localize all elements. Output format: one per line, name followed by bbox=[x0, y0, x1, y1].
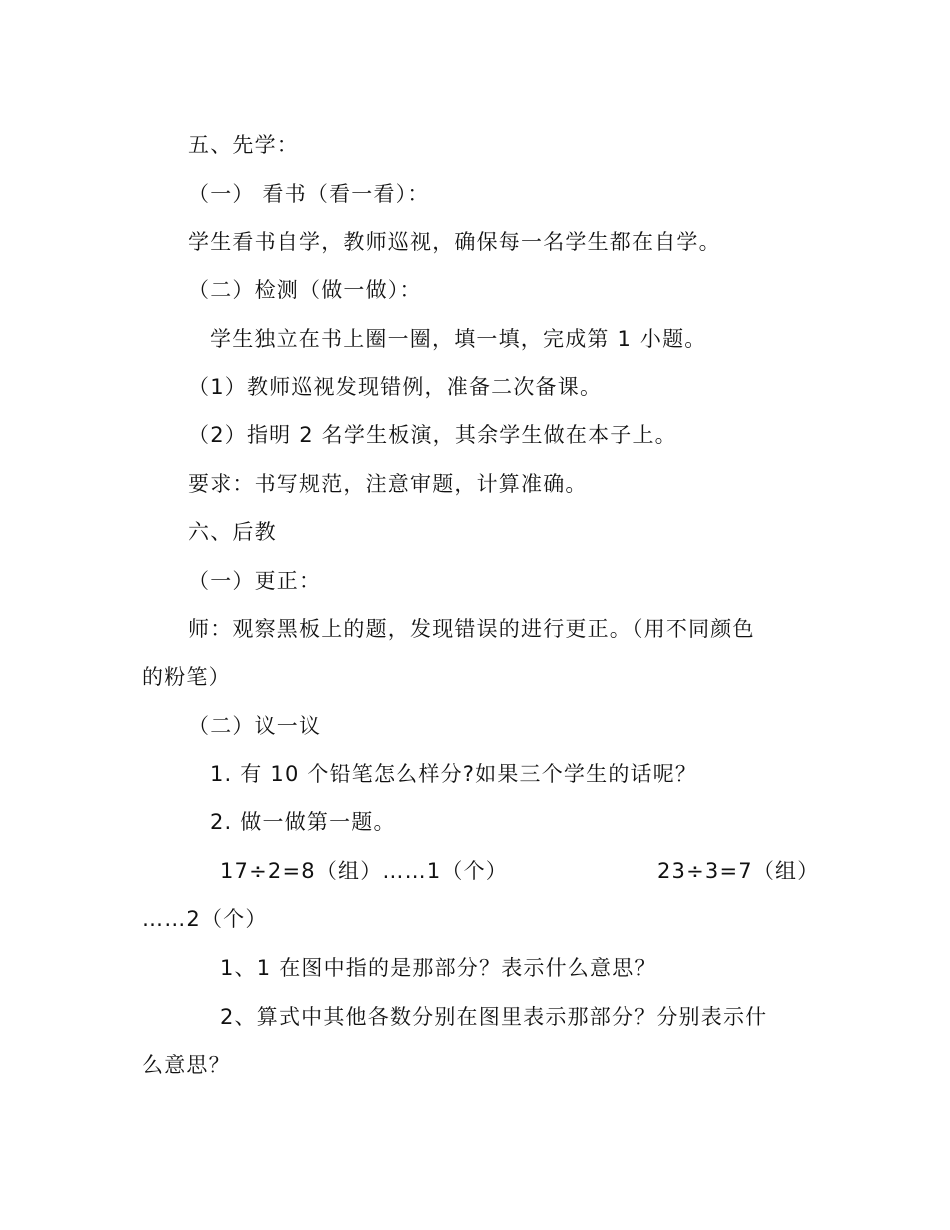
question-1: 1. 有 10 个铅笔怎么样分?如果三个学生的话呢？ bbox=[210, 762, 698, 786]
paragraph-requirements: 要求：书写规范，注意审题，计算准确。 bbox=[188, 472, 588, 496]
equation-1: 17÷2=8（组）……1（个） bbox=[220, 859, 508, 883]
list-item-1: （1）教师巡视发现错例，准备二次备课。 bbox=[188, 375, 603, 399]
equation-2: 23÷3=7（组） bbox=[657, 859, 820, 883]
paragraph-self-study: 学生看书自学，教师巡视，确保每一名学生都在自学。 bbox=[188, 230, 721, 254]
equation-2-continued: ……2（个） bbox=[142, 907, 268, 931]
subheading-read-book: （一） 看书（看一看）： bbox=[188, 182, 430, 206]
subheading-correction: （一）更正： bbox=[188, 569, 322, 593]
list-item-2: （2）指明 2 名学生板演，其余学生做在本子上。 bbox=[188, 423, 677, 447]
paragraph-independent-work: 学生独立在书上圈一圈，填一填，完成第 1 小题。 bbox=[210, 327, 707, 351]
discussion-question-1: 1、1 在图中指的是那部分？表示什么意思？ bbox=[220, 956, 657, 980]
question-2: 2. 做一做第一题。 bbox=[210, 810, 396, 834]
discussion-question-2-continued: 么意思？ bbox=[142, 1053, 231, 1077]
subheading-discuss: （二）议一议 bbox=[188, 714, 322, 738]
subheading-check: （二）检测（做一做）： bbox=[188, 278, 422, 302]
heading-six-teach: 六、后教 bbox=[188, 520, 277, 544]
paragraph-teacher-observe-continued: 的粉笔） bbox=[142, 665, 231, 689]
discussion-question-2: 2、算式中其他各数分别在图里表示那部分？分别表示什 bbox=[220, 1005, 768, 1029]
heading-five-pre-study: 五、先学： bbox=[188, 133, 299, 157]
paragraph-teacher-observe: 师：观察黑板上的题，发现错误的进行更正。（用不同颜色 bbox=[188, 617, 755, 641]
